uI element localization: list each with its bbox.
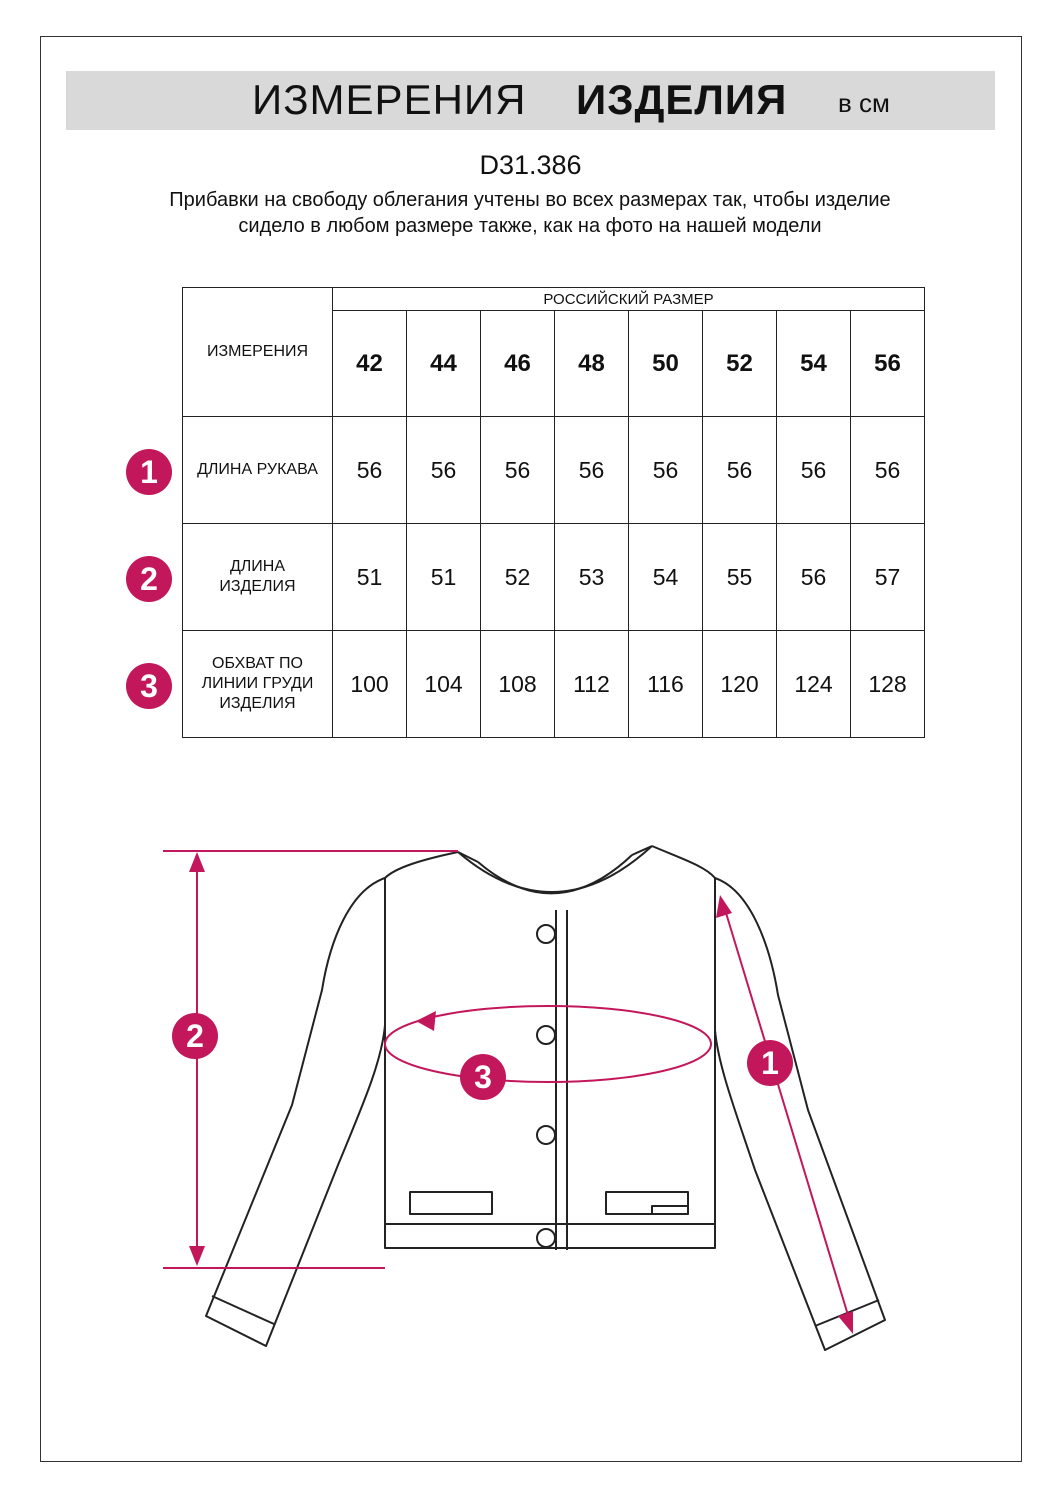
article-number: D31.386 [479, 150, 582, 180]
left-sleeve [206, 878, 385, 1346]
header-unit: в см [838, 88, 890, 118]
diagram-badge-chest: 3 [460, 1054, 506, 1100]
row-badge-2: 2 [126, 556, 172, 602]
table-cell: 56 [777, 417, 851, 524]
row-label-sleeve-length: ДЛИНА РУКАВА [183, 417, 333, 524]
size-group-header: РОССИЙСКИЙ РАЗМЕР [333, 288, 925, 311]
size-header: 48 [555, 311, 629, 417]
table-cell: 108 [481, 631, 555, 738]
table-cell: 56 [703, 417, 777, 524]
right-pocket [606, 1192, 688, 1214]
table-cell: 116 [629, 631, 703, 738]
table-cell: 53 [555, 524, 629, 631]
table-cell: 56 [629, 417, 703, 524]
diagram-badge-sleeve: 1 [747, 1040, 793, 1086]
size-header: 44 [407, 311, 481, 417]
table-cell: 51 [333, 524, 407, 631]
header-title-garment: ИЗДЕЛИЯ [576, 76, 788, 123]
table-cell: 54 [629, 524, 703, 631]
table-cell: 104 [407, 631, 481, 738]
jacket-collar-inner [478, 855, 632, 893]
table-cell: 52 [481, 524, 555, 631]
header-title-measurements: ИЗМЕРЕНИЯ [252, 76, 527, 123]
table-cell: 112 [555, 631, 629, 738]
left-pocket [410, 1192, 492, 1214]
size-header: 42 [333, 311, 407, 417]
table-cell: 56 [333, 417, 407, 524]
table-cell: 124 [777, 631, 851, 738]
table-cell: 120 [703, 631, 777, 738]
button [537, 1229, 555, 1247]
diagram-badge-length: 2 [172, 1013, 218, 1059]
corner-label: ИЗМЕРЕНИЯ [206, 343, 309, 360]
row-badge-1: 1 [126, 449, 172, 495]
table-cell: 51 [407, 524, 481, 631]
jacket-body-outline [385, 846, 715, 1248]
size-header: 52 [703, 311, 777, 417]
table-cell: 56 [407, 417, 481, 524]
table-cell: 56 [777, 524, 851, 631]
table-cell: 100 [333, 631, 407, 738]
table-cell: 56 [851, 417, 925, 524]
size-header: 50 [629, 311, 703, 417]
table-cell: 56 [555, 417, 629, 524]
right-sleeve [715, 878, 885, 1350]
row-label-garment-length: ДЛИНА ИЗДЕЛИЯ [183, 524, 333, 631]
button [537, 1026, 555, 1044]
size-header: 46 [481, 311, 555, 417]
table-cell: 57 [851, 524, 925, 631]
table-cell: 55 [703, 524, 777, 631]
button [537, 925, 555, 943]
row-label-chest-girth: ОБХВАТ ПО ЛИНИИ ГРУДИ ИЗДЕЛИЯ [183, 631, 333, 738]
size-header: 56 [851, 311, 925, 417]
button [537, 1126, 555, 1144]
table-cell: 128 [851, 631, 925, 738]
table-cell: 56 [481, 417, 555, 524]
size-header: 54 [777, 311, 851, 417]
fit-note: Прибавки на свободу облегания учтены во всех размерах так, чтобы изделие сидело в любом размере также, как на фото на нашей модели [169, 189, 891, 237]
sleeve-arrow [723, 903, 851, 1325]
row-badge-3: 3 [126, 663, 172, 709]
